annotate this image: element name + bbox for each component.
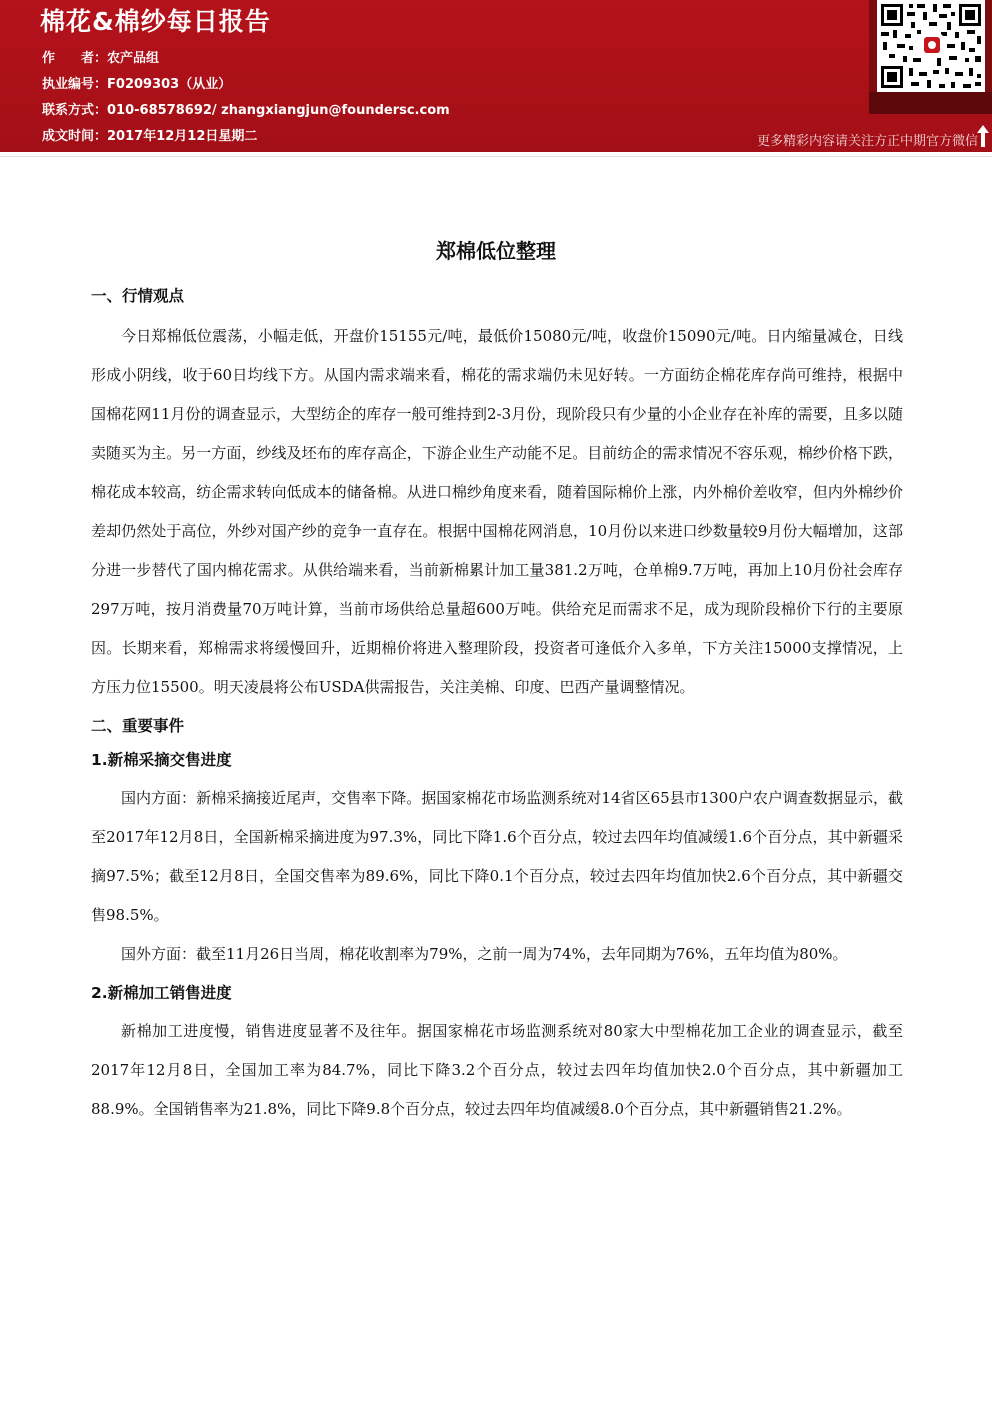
license-line: [42, 73, 231, 92]
contact-label: 联系方式：: [42, 103, 108, 118]
license-label: 执业编号：: [42, 77, 108, 92]
qr-shadow: [869, 92, 992, 114]
date-value: 2017年12月12日星期二: [107, 129, 258, 144]
document-body: [91, 281, 903, 1129]
report-title: 棉花&棉纱每日报告: [40, 7, 271, 36]
document-title: 郑棉低位整理: [436, 239, 556, 263]
section-heading-key-events: 二、重要事件: [91, 717, 185, 735]
author-label: 作 者：: [42, 51, 108, 66]
subsection-heading-processing: 2.新棉加工销售进度: [91, 984, 232, 1002]
qr-code-icon: [877, 0, 985, 92]
date-line: [42, 125, 257, 144]
date-label: 成文时间：: [42, 129, 108, 144]
up-arrow-icon: [976, 124, 990, 148]
picking-domestic-paragraph: 国内方面：新棉采摘接近尾声，交售率下降。据国家棉花市场监测系统对14省区65县市1300户农户调查数据显示，截至2017年12月8日，全国新棉采摘进度为97.3%，同比下降1.6个百分点，较过去四年均值减缓1.6个百分点，其中新疆采摘97.5%；截至12月8日，全国交售率为89.6%，同比下降0.1个百分点，较过去四年均值加快2.6个百分点，其中新疆交售98.5%。: [91, 789, 903, 924]
author-line: [42, 47, 159, 66]
processing-paragraph: 新棉加工进度慢，销售进度显著不及往年。据国家棉花市场监测系统对80家大中型棉花加工企业的调查显示，截至2017年12月8日，全国加工率为84.7%，同比下降3.2个百分点，较过去四年均值加快2.0个百分点，其中新疆加工88.9%。全国销售率为21.8%，同比下降9.8个百分点，较过去四年均值减缓8.0个百分点，其中新疆销售21.2%。: [91, 1022, 903, 1118]
subsection-heading-picking: 1.新棉采摘交售进度: [91, 751, 232, 769]
market-view-paragraph: 今日郑棉低位震荡，小幅走低，开盘价15155元/吨，最低价15080元/吨，收盘价15090元/吨。日内缩量减仓，日线形成小阴线，收于60日均线下方。从国内需求端来看，棉花的需求端仍未见好转。一方面纺企棉花库存尚可维持，根据中国棉花网11月份的调查显示，大型纺企的库存一般可维持到2-3月份，现阶段只有少量的小企业存在补库的需要，且多以随卖随买为主。另一方面，纱线及坯布的库存高企，下游企业生产动能不足。目前纺企的需求情况不容乐观，棉纱价格下跌，棉花成本较高，纺企需求转向低成本的储备棉。从进口棉纱角度来看，随着国际棉价上涨，内外棉价差收窄，但内外棉纱价差却仍然处于高位，外纱对国产纱的竞争一直存在。根据中国棉花网消息，10月份以来进口纱数量较9月份大幅增加，这部分进一步替代了国内棉花需求。从供给端来看，当前新棉累计加工量381.2万吨，仓单棉9.7万吨，再加上10月份社会库存297万吨，按月消费量70万吨计算，当前市场供给总量超600万吨。供给充足而需求不足，成为现阶段棉价下行的主要原因。长期来看，郑棉需求将缓慢回升，近期棉价将进入整理阶段，投资者可逢低介入多单，下方关注15000支撑情况，上方压力位15500。明天凌晨将公布USDA供需报告，关注美棉、印度、巴西产量调整情况。: [91, 327, 903, 696]
wechat-follow-text: 更多精彩内容请关注方正中期官方微信: [756, 134, 978, 149]
contact-line: [42, 99, 450, 118]
section-heading-market-view: 一、行情观点: [91, 287, 185, 305]
author-value: 农产品组: [107, 51, 160, 66]
license-value: F0209303（从业）: [107, 77, 232, 92]
report-header-banner: [0, 0, 992, 152]
contact-value: 010-68578692/ zhangxiangjun@foundersc.com: [107, 103, 450, 118]
header-divider: [0, 156, 992, 157]
picking-foreign-paragraph: 国外方面：截至11月26日当周，棉花收割率为79%，之前一周为74%，去年同期为76%，五年均值为80%。: [121, 945, 848, 963]
